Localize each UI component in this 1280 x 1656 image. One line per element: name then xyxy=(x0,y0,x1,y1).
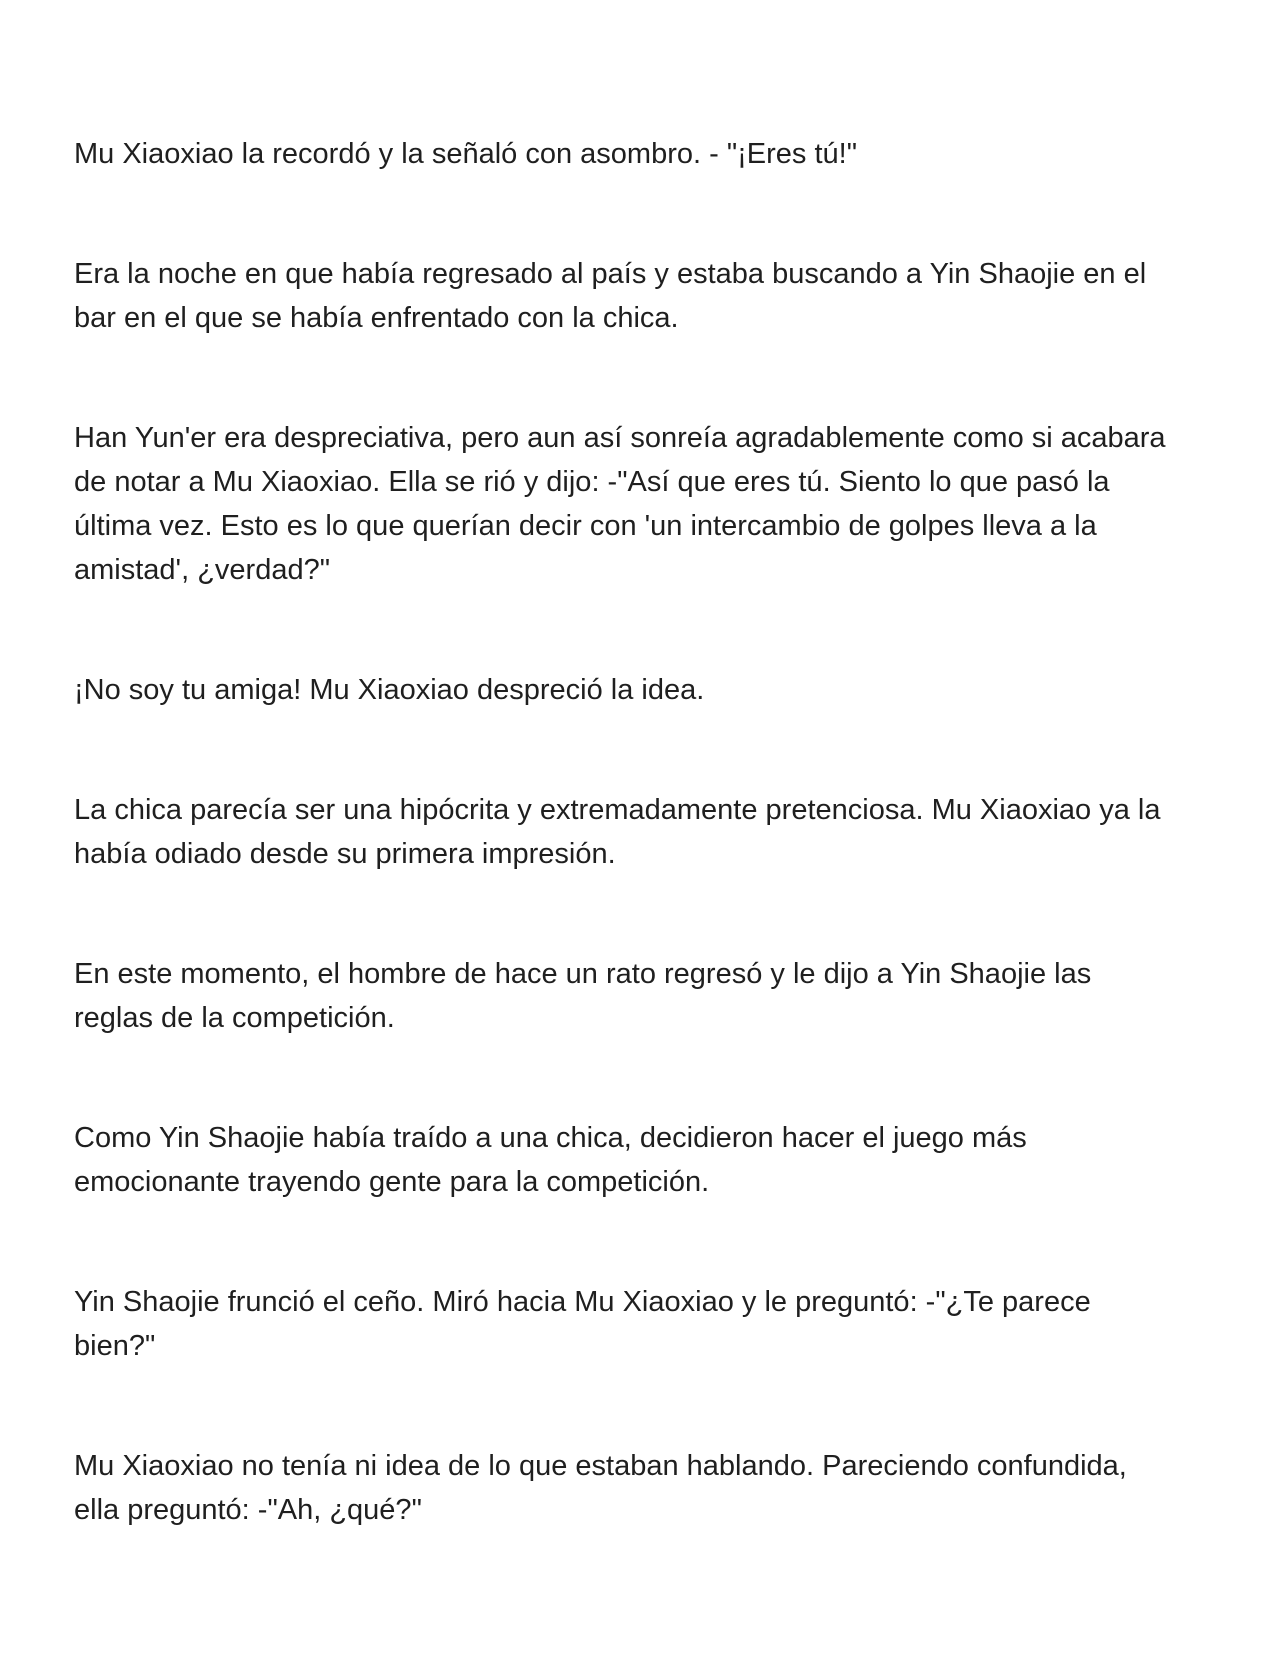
paragraph: En este momento, el hombre de hace un rato regresó y le dijo a Yin Shaojie las reglas de la competición. xyxy=(74,958,1092,1034)
paragraph: Era la noche en que había regresado al país y estaba buscando a Yin Shaojie en el bar en el que se había enfrentado con la chica. xyxy=(74,258,1147,334)
paragraph: Mu Xiaoxiao no tenía ni idea de lo que estaban hablando. Pareciendo confundida, ella preguntó: -"Ah, ¿qué?" xyxy=(74,1450,1127,1526)
paragraph: Como Yin Shaojie había traído a una chica, decidieron hacer el juego más emocionante trayendo gente para la competición. xyxy=(74,1122,1027,1198)
paragraph: Mu Xiaoxiao la recordó y la señaló con asombro. - "¡Eres tú!" xyxy=(74,138,857,170)
paragraph: ¡No soy tu amiga! Mu Xiaoxiao despreció la idea. xyxy=(74,674,705,706)
paragraph: Yin Shaojie frunció el ceño. Miró hacia Mu Xiaoxiao y le preguntó: -"¿Te parece bien?" xyxy=(74,1286,1091,1362)
paragraph: Han Yun'er era despreciativa, pero aun así sonreía agradablemente como si acabara de notar a Mu Xiaoxiao. Ella se rió y dijo: -"Así que eres tú. Siento lo que pasó la última vez. Esto es lo que querían decir con 'un intercambio de golpes lleva a la amistad', ¿verdad?" xyxy=(74,422,1166,586)
paragraph: La chica parecía ser una hipócrita y extremadamente pretenciosa. Mu Xiaoxiao ya la había odiado desde su primera impresión. xyxy=(74,794,1161,870)
